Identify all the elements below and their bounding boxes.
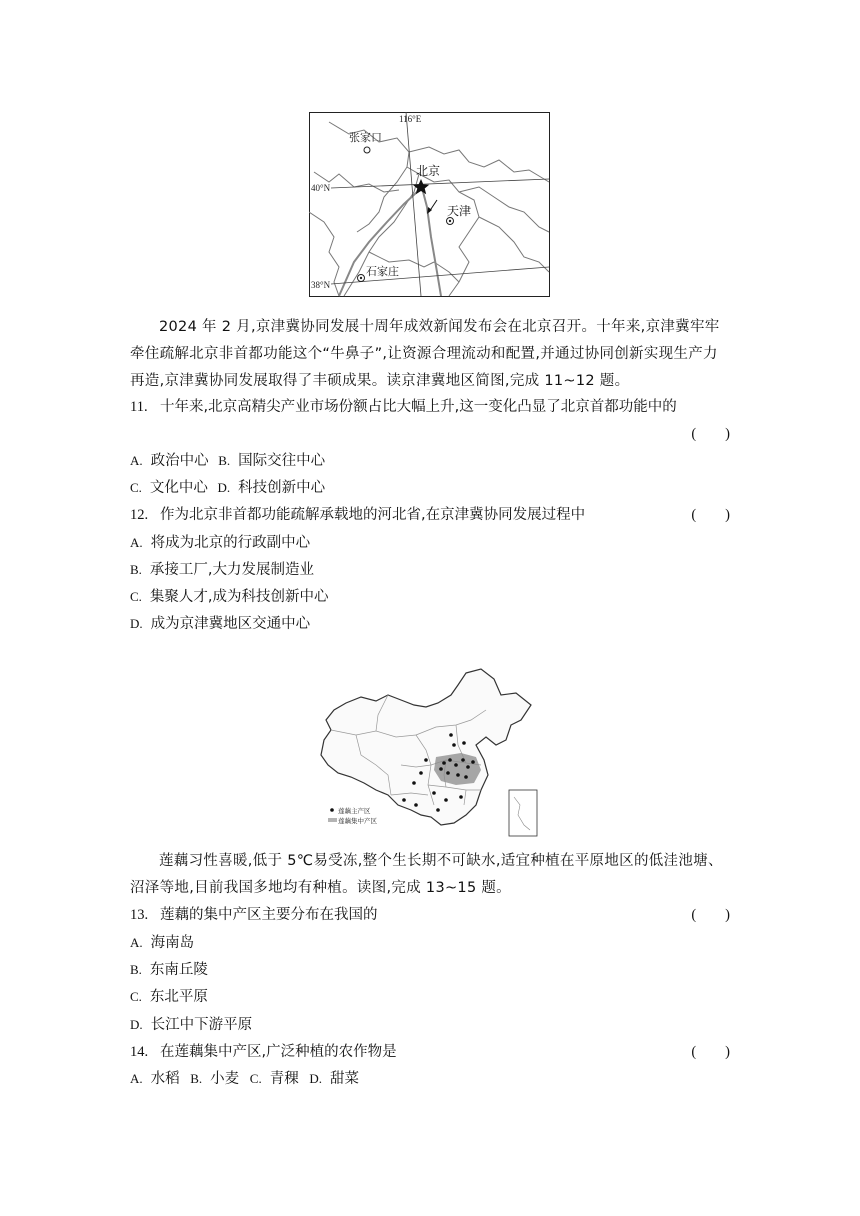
legend-dot-icon bbox=[330, 808, 334, 812]
q13-option-c bbox=[130, 987, 730, 1007]
south-china-sea-inset bbox=[509, 790, 537, 836]
production-dot bbox=[412, 781, 416, 785]
production-dot bbox=[448, 758, 452, 762]
production-dot bbox=[442, 761, 446, 765]
option-text: 青稞 bbox=[269, 1071, 299, 1087]
option-text: 科技创新中心 bbox=[238, 480, 326, 496]
production-dot bbox=[462, 741, 466, 745]
production-dot bbox=[459, 795, 463, 799]
q13-text: 莲藕的集中产区主要分布在我国的 bbox=[160, 907, 378, 923]
option-letter: D. bbox=[130, 1017, 143, 1032]
q14-stem bbox=[130, 1042, 730, 1062]
lat38-label: 38°N bbox=[311, 280, 331, 290]
tianjin-label: 天津 bbox=[447, 204, 472, 218]
q12-stem bbox=[130, 505, 730, 525]
option-letter: A. bbox=[130, 935, 143, 950]
option-text: 小麦 bbox=[210, 1071, 240, 1087]
intro-paragraph-2: 莲藕习性喜暖,低于 5℃易受冻,整个生长期不可缺水,适宜种植在平原地区的低洼池塘、沼泽等地,目前我国多地均有种植。读图,完成 13~15 题。 bbox=[130, 853, 723, 896]
q13-answer-blank: ( ) bbox=[691, 907, 730, 923]
q12-option-a bbox=[130, 533, 730, 553]
legend-concentrated-label: 莲藕集中产区 bbox=[338, 817, 377, 825]
option-text: 水稻 bbox=[150, 1071, 180, 1087]
option-letter: B. bbox=[218, 453, 231, 468]
option-letter: C. bbox=[130, 589, 142, 604]
jingjinji-map bbox=[309, 112, 550, 297]
q11-options-ab bbox=[130, 451, 730, 471]
production-dot bbox=[452, 743, 456, 747]
china-outline bbox=[321, 669, 531, 825]
option-text: 政治中心 bbox=[150, 453, 209, 469]
q14-text: 在莲藕集中产区,广泛种植的农作物是 bbox=[160, 1044, 397, 1060]
q14-number: 14. bbox=[130, 1044, 149, 1060]
production-dot bbox=[444, 798, 448, 802]
option-text: 甜菜 bbox=[329, 1071, 359, 1087]
shijiazhuang-dot bbox=[360, 277, 362, 279]
production-dot bbox=[402, 798, 406, 802]
zhangjiakou-label: 张家口 bbox=[349, 131, 382, 144]
option-letter: C. bbox=[130, 480, 142, 495]
production-dot bbox=[414, 803, 418, 807]
q13-option-b bbox=[130, 960, 730, 980]
option-text: 将成为北京的行政副中心 bbox=[150, 535, 311, 551]
production-dot bbox=[461, 758, 465, 762]
option-letter: C. bbox=[130, 989, 142, 1004]
option-text: 文化中心 bbox=[149, 480, 208, 496]
option-letter: D. bbox=[309, 1071, 322, 1086]
q11-answer-blank: ( ) bbox=[691, 426, 730, 442]
q12-text: 作为北京非首都功能疏解承载地的河北省,在京津冀协同发展过程中 bbox=[160, 507, 586, 523]
production-dot bbox=[446, 771, 450, 775]
option-letter: B. bbox=[190, 1071, 203, 1086]
intro-paragraph-1: 2024 年 2 月,京津冀协同发展十周年成效新闻发布会在北京召开。十年来,京津冀牢牢牵住疏解北京非首都功能这个“牛鼻子”,让资源合理流动和配置,并通过协同创新实现生产力再造,京津冀协同发展取得了丰硕成果。读京津冀地区简图,完成 11~12 题。 bbox=[130, 319, 720, 389]
china-lotus-map bbox=[316, 665, 552, 840]
production-dot bbox=[466, 765, 470, 769]
option-text: 国际交往中心 bbox=[238, 453, 326, 469]
q13-option-d bbox=[130, 1015, 730, 1035]
q14-answer-blank: ( ) bbox=[691, 1044, 730, 1060]
lat40-label: 40°N bbox=[311, 183, 331, 193]
q11-text: 十年来,北京高精尖产业市场份额占比大幅上升,这一变化凸显了北京首都功能中的 bbox=[160, 399, 677, 415]
q11-options-cd bbox=[130, 478, 730, 498]
option-text: 东北平原 bbox=[149, 989, 208, 1005]
production-dot bbox=[454, 763, 458, 767]
q14-options bbox=[130, 1069, 730, 1089]
q13-stem bbox=[130, 905, 730, 925]
q12-option-d bbox=[130, 614, 730, 634]
q12-answer-blank: ( ) bbox=[691, 507, 730, 523]
production-dot bbox=[464, 775, 468, 779]
q12-option-b bbox=[130, 560, 730, 580]
q11-paren-line bbox=[130, 424, 730, 444]
production-dot bbox=[456, 773, 460, 777]
production-dot bbox=[432, 791, 436, 795]
option-letter: B. bbox=[130, 562, 142, 577]
option-text: 成为京津冀地区交通中心 bbox=[150, 616, 311, 632]
tianjin-dot bbox=[449, 220, 451, 222]
option-letter: C. bbox=[249, 1071, 262, 1086]
legend-main-label: 莲藕主产区 bbox=[338, 807, 371, 815]
q13-number: 13. bbox=[130, 907, 149, 923]
production-dot bbox=[471, 760, 475, 764]
q13-option-a bbox=[130, 933, 730, 953]
zhangjiakou-marker bbox=[364, 147, 370, 153]
beijing-label: 北京 bbox=[416, 164, 441, 178]
option-letter: B. bbox=[130, 962, 142, 977]
option-text: 承接工厂,大力发展制造业 bbox=[149, 562, 315, 578]
q11-stem bbox=[130, 397, 730, 417]
option-text: 集聚人才,成为科技创新中心 bbox=[149, 589, 329, 605]
option-text: 长江中下游平原 bbox=[150, 1017, 253, 1033]
option-letter: D. bbox=[217, 480, 231, 495]
q11-number: 11. bbox=[130, 399, 148, 415]
option-text: 东南丘陵 bbox=[149, 962, 208, 978]
q12-number: 12. bbox=[130, 507, 149, 523]
option-letter: D. bbox=[130, 616, 143, 631]
production-dot bbox=[439, 767, 443, 771]
option-letter: A. bbox=[130, 1071, 143, 1086]
q12-option-c bbox=[130, 587, 730, 607]
option-letter: A. bbox=[130, 453, 143, 468]
shijiazhuang-label: 石家庄 bbox=[366, 265, 399, 278]
option-text: 海南岛 bbox=[150, 935, 195, 951]
production-dot bbox=[449, 733, 453, 737]
production-dot bbox=[424, 758, 428, 762]
production-dot bbox=[436, 808, 440, 812]
option-letter: A. bbox=[130, 535, 143, 550]
meridian-label: 116°E bbox=[399, 114, 422, 124]
production-dot bbox=[419, 771, 423, 775]
